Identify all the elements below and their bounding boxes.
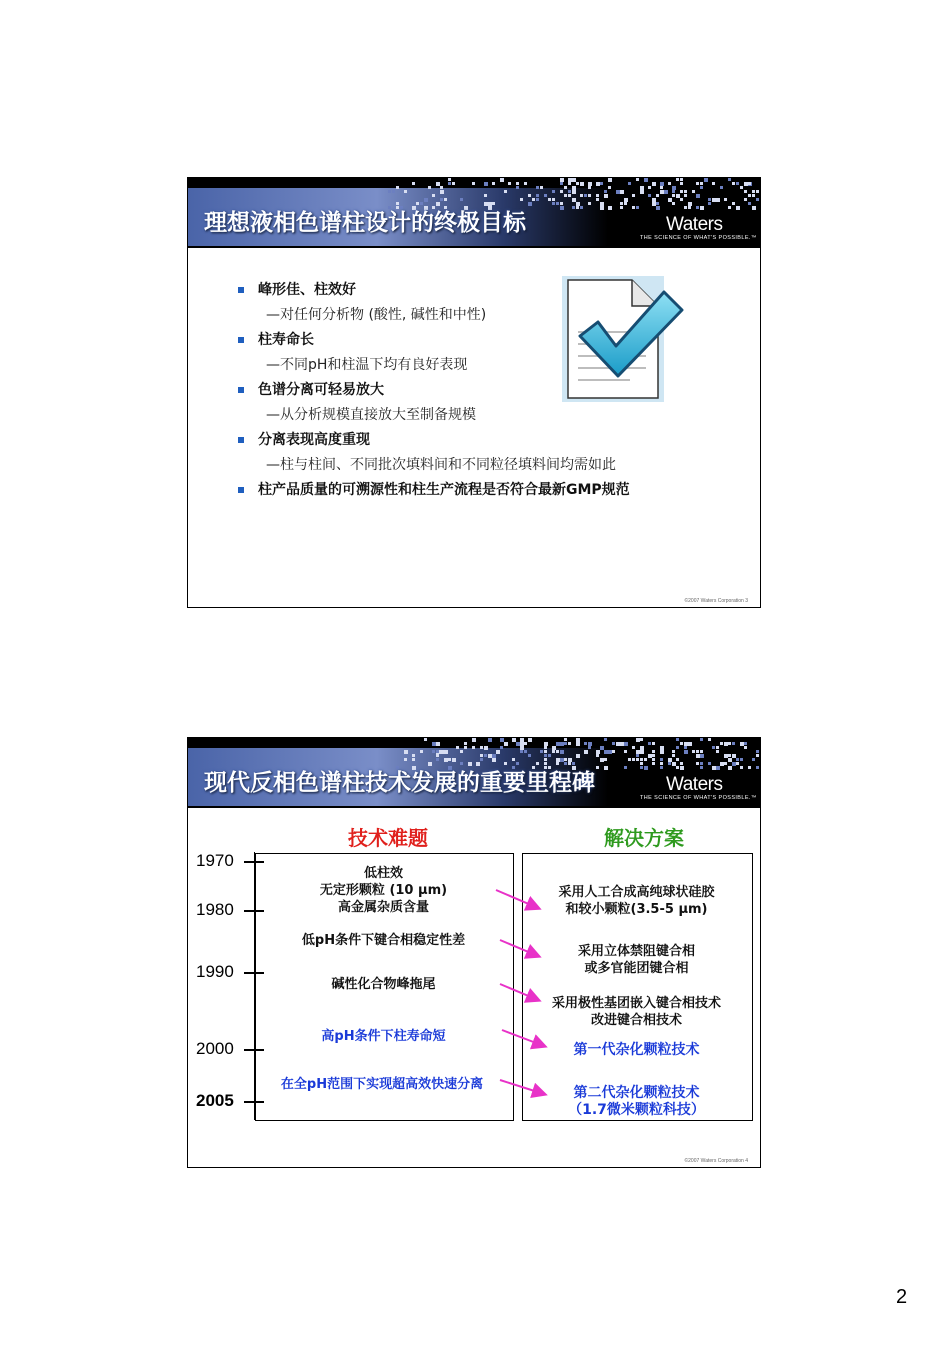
problems-header: 技术难题 bbox=[348, 826, 428, 850]
waters-logo: Waters bbox=[666, 774, 723, 795]
solution-line: （1.7微米颗粒科技） bbox=[568, 1102, 705, 1118]
slide-footer: ©2007 Waters Corporation 4 bbox=[684, 1158, 748, 1164]
bullet-square-icon bbox=[238, 437, 244, 443]
problem-text: 在全pH范围下实现超高效快速分离 bbox=[280, 1077, 484, 1092]
waters-logo: Waters bbox=[666, 214, 723, 235]
bullet-item bbox=[236, 478, 630, 503]
year-label: 1980 bbox=[196, 900, 234, 919]
arrow-icon bbox=[500, 984, 538, 1000]
bullet-subtext: —从分析规模直接放大至制备规模 bbox=[266, 407, 476, 423]
year-label: 1970 bbox=[196, 851, 234, 870]
arrow-icon bbox=[500, 1080, 544, 1094]
document-checkmark-icon bbox=[560, 272, 690, 402]
arrow-icon bbox=[496, 890, 538, 908]
bullet-text: 峰形佳、柱效好 bbox=[258, 282, 356, 298]
page-number: 2 bbox=[896, 1286, 908, 1308]
bullet-square-icon bbox=[238, 337, 244, 343]
bullet-subtext: —柱与柱间、不同批次填料间和不同粒径填料间均需如此 bbox=[266, 457, 616, 473]
bullet-text: 分离表现高度重现 bbox=[258, 432, 370, 448]
bullet-text: 柱产品质量的可溯源性和柱生产流程是否符合最新GMP规范 bbox=[258, 482, 630, 498]
problem-text: 高pH条件下柱寿命短 bbox=[321, 1029, 446, 1044]
year-label: 2000 bbox=[196, 1039, 234, 1058]
solution-line: 第二代杂化颗粒技术 bbox=[573, 1085, 700, 1101]
bullet-text: 柱寿命长 bbox=[258, 332, 314, 348]
solution-text: 第一代杂化颗粒技术 bbox=[573, 1042, 700, 1058]
slide-4 bbox=[187, 737, 761, 1168]
solution-line: 采用人工合成高纯球状硅胶 bbox=[558, 885, 715, 900]
problem-line: 低柱效 bbox=[363, 866, 403, 881]
slide-title: 理想液相色谱柱设计的终极目标 bbox=[204, 210, 526, 236]
year-label: 2005 bbox=[196, 1091, 234, 1110]
solution-line: 和较小颗粒(3.5-5 μm) bbox=[565, 902, 708, 917]
arrow-icon bbox=[500, 940, 538, 956]
solution-line: 采用立体禁阻键合相 bbox=[577, 944, 695, 959]
slide-banner bbox=[188, 178, 760, 248]
solution-line: 或多官能团键合相 bbox=[584, 961, 689, 976]
year-label: 1990 bbox=[196, 962, 234, 981]
bullet-square-icon bbox=[238, 487, 244, 493]
solution-line: 改进键合相技术 bbox=[590, 1013, 682, 1028]
bullet-square-icon bbox=[238, 387, 244, 393]
arrows-layer bbox=[188, 738, 760, 1168]
slide-3 bbox=[187, 177, 761, 608]
problem-line: 无定形颗粒 (10 μm) bbox=[319, 883, 448, 898]
bullet-square-icon bbox=[238, 287, 244, 293]
problem-text: 低pH条件下键合相稳定性差 bbox=[301, 933, 466, 948]
slide-footer: ©2007 Waters Corporation 3 bbox=[684, 598, 748, 604]
solution-line: 采用极性基团嵌入键合相技术 bbox=[551, 996, 721, 1011]
arrow-icon bbox=[502, 1030, 544, 1046]
bullet-item bbox=[236, 428, 630, 453]
slide-title: 现代反相色谱柱技术发展的重要里程碑 bbox=[204, 770, 595, 796]
bullet-subtext: —对任何分析物 (酸性, 碱性和中性) bbox=[266, 307, 487, 323]
tagline: THE SCIENCE OF WHAT'S POSSIBLE.™ bbox=[640, 795, 757, 801]
tagline: THE SCIENCE OF WHAT'S POSSIBLE.™ bbox=[640, 235, 757, 241]
problem-line: 高金属杂质含量 bbox=[337, 900, 429, 915]
bullet-subtext: —不同pH和柱温下均有良好表现 bbox=[266, 357, 468, 373]
solutions-header: 解决方案 bbox=[604, 826, 684, 850]
bullet-text: 色谱分离可轻易放大 bbox=[258, 382, 384, 398]
problem-text: 碱性化合物峰拖尾 bbox=[331, 977, 436, 992]
